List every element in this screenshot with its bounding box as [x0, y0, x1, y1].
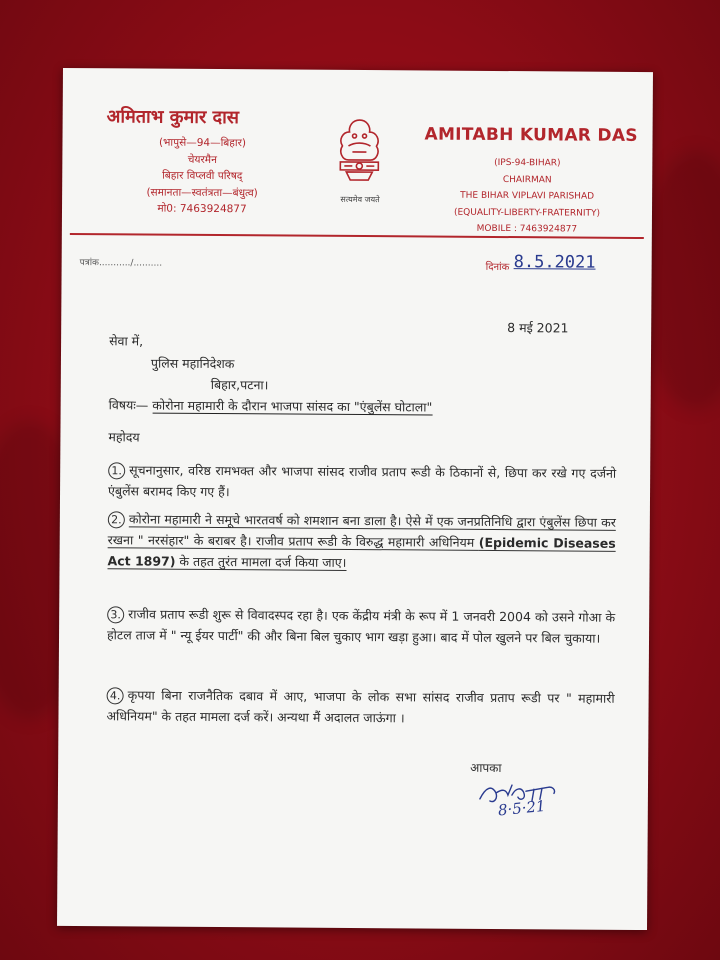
reference-number: पत्रांक.........../..........: [79, 258, 163, 269]
signature-date: 8·5·21: [497, 796, 547, 820]
subject-line: [109, 394, 433, 417]
paragraph-4: [106, 684, 614, 730]
english-line: (IPS-94-BIHAR): [494, 157, 561, 169]
english-letterhead-details: [422, 154, 633, 238]
salutation: महोदय: [108, 429, 140, 445]
paragraph-number: 1.: [108, 462, 125, 479]
english-line: (EQUALITY-LIBERTY-FRATERNITY): [453, 207, 601, 219]
subject-label: विषयः—: [108, 397, 149, 413]
hindi-line: (समानता—स्वतंत्रता—बंधुत्व): [146, 186, 258, 199]
paragraph-3: [107, 603, 615, 649]
english-line: THE BIHAR VIPLAVI PARISHAD: [460, 190, 595, 202]
letter-paper: [57, 68, 653, 930]
hindi-line: चेयरमैन: [187, 153, 217, 166]
recipient-title: पुलिस महानिदेशक: [150, 355, 235, 372]
hindi-line: बिहार विप्लवी परिषद्: [162, 169, 243, 183]
emblem-motto: सत्यमेव जयते: [340, 194, 380, 205]
recipient-location: बिहार,पटना।: [210, 376, 269, 393]
paragraph-text: सूचनानुसार, वरिष्ठ रामभक्त और भाजपा सांसद राजीव प्रताप रूडी के ठिकानों से, छिपा कर रखे गए दर्जनो एंबुलेंस बरामद किए गए हैं।: [107, 462, 617, 500]
closing: आपका: [470, 760, 502, 776]
paragraph-1: [108, 459, 616, 505]
hindi-line: मो0: 7463924877: [157, 202, 247, 216]
handwritten-date: 8.5.2021: [513, 252, 596, 273]
paragraph-text: राजीव प्रताप रूडी शुरू से विवादस्पद रहा है। एक केंद्रीय मंत्री के रूप में 1 जनवरी 2004 को उसने गोआ के होटल ताज में " न्यू ईयर पार्टी" की और बिना बिल चुकाए भाग खड़ा हुआ। बाद में पोल खुलने पर बिल चुकाया।: [106, 606, 616, 646]
paragraph-text: कोरोना महामारी ने समूचे भारतवर्ष को शमशान बना डाला है। ऐसे में एक जनप्रतिनिधि द्वारा एंबुलेंस छिपा कर रखना " नरसंहार" के बराबर है। राजीव प्रताप रूडी के विरुद्ध महामारी अधिनियम: [107, 511, 616, 550]
hindi-line: (भापुसे—94—बिहार): [158, 136, 247, 150]
paragraph-text-end: के तहत तुरंत मामला दर्ज किया जाए।: [175, 553, 347, 570]
hindi-letterhead-details: [102, 134, 303, 218]
paragraph-text: कृपया बिना राजनैतिक दबाव में आए, भाजपा के लोक सभा सांसद राजीव प्रताप रूडी पर " महामारी अधिनियम" के तहत मामला दर्ज करें। अन्यथा मैं अदालत जाऊंगा ।: [106, 687, 615, 726]
paragraph-number: 3.: [107, 606, 124, 623]
subject-text: कोरोना महामारी के दौरान भाजपा सांसद का "एंबुलेंस घोटाला": [152, 397, 433, 415]
letter-date: 8 मई 2021: [507, 320, 569, 336]
paragraph-number: 2.: [108, 511, 125, 528]
act-name: (Epidemic Diseases Act 1897): [107, 534, 616, 569]
english-name: AMITABH KUMAR DAS: [424, 124, 638, 146]
date-label: दिनांक: [485, 261, 510, 274]
paragraph-number: 4.: [107, 687, 124, 704]
english-line: CHAIRMAN: [502, 174, 552, 185]
to-label: सेवा में,: [109, 333, 144, 349]
english-line: MOBILE : 7463924877: [476, 223, 578, 235]
national-emblem-icon: [328, 114, 391, 192]
paragraph-2: [107, 508, 615, 575]
hindi-name: अमिताभ कुमार दास: [106, 106, 240, 129]
